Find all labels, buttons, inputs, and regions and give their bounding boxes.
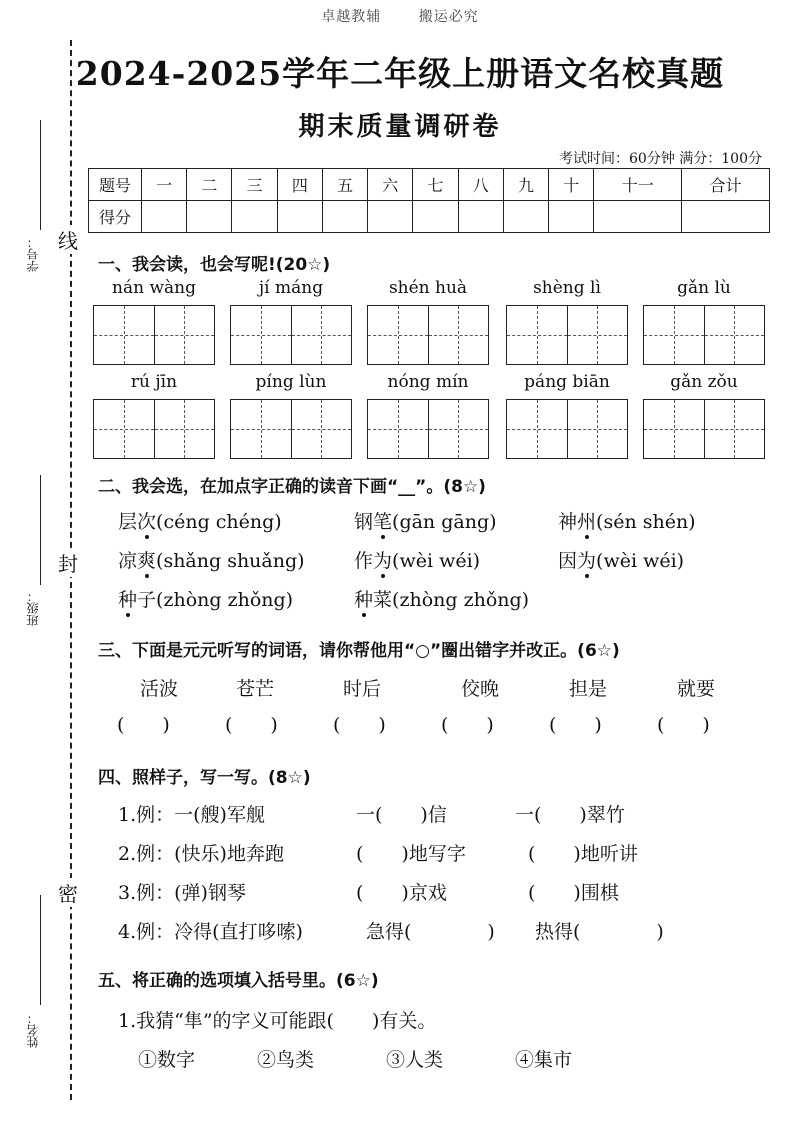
question-text: 1.我猜“隼”的字义可能跟( )有关。 [118, 1010, 437, 1032]
fill-blank[interactable]: ( )地听讲 [528, 843, 638, 865]
score-cell[interactable] [682, 201, 770, 233]
score-header-cell: 八 [458, 169, 503, 201]
tianzi-box[interactable] [367, 399, 489, 459]
score-cell[interactable] [187, 201, 232, 233]
choice-pinyin: (sén shén) [596, 511, 696, 533]
tianzi-box[interactable] [643, 399, 765, 459]
answer-blank[interactable]: ( ) [225, 714, 278, 736]
dictation-word: 就要 [677, 678, 716, 700]
score-cell[interactable] [594, 201, 682, 233]
pinyin-label: rú jīn [130, 372, 178, 392]
choice-item[interactable] [118, 546, 305, 573]
answer-blank[interactable]: ( ) [117, 714, 170, 736]
score-header-cell: 合计 [682, 169, 770, 201]
fill-blank[interactable]: 热得( ) [535, 921, 664, 943]
tianzi-box[interactable] [367, 305, 489, 365]
score-header-cell: 一 [142, 169, 187, 201]
pinyin-label: shén huà [388, 278, 468, 298]
choice-pinyin: (zhòng zhǒng) [392, 589, 530, 611]
option[interactable]: ④集市 [515, 1049, 573, 1071]
example-text: 2.例：(快乐)地奔跑 [118, 843, 284, 865]
choice-pinyin: (céng chéng) [156, 511, 282, 533]
pinyin-label: gǎn lù [677, 278, 731, 298]
section4-heading: 四、照样子，写一写。(8☆) [98, 768, 311, 788]
example-text: 1.例：一(艘)军舰 [118, 804, 265, 826]
answer-blank[interactable]: ( ) [333, 714, 386, 736]
fill-blank[interactable]: 急得( ) [366, 921, 495, 943]
dotted-char: 次 [137, 511, 157, 533]
exam-info: 考试时间：60分钟 满分：100分 [559, 151, 762, 167]
score-cell[interactable] [413, 201, 458, 233]
score-table [88, 168, 770, 233]
option[interactable]: ②鸟类 [257, 1049, 315, 1071]
pinyin-label: nóng mín [387, 372, 469, 392]
choice-pinyin: (wèi wéi) [392, 550, 481, 572]
binding-char-mi: 密 [58, 878, 78, 907]
choice-char: 凉 [118, 550, 138, 572]
dotted-char: 州 [577, 511, 597, 533]
score-header-cell: 十一 [594, 169, 682, 201]
score-header-cell: 六 [368, 169, 413, 201]
answer-blank[interactable]: ( ) [441, 714, 494, 736]
tianzi-box[interactable] [506, 305, 628, 365]
choice-item[interactable] [558, 546, 684, 573]
score-cell[interactable] [549, 201, 594, 233]
binding-char-xian: 线 [58, 225, 78, 254]
class-line [40, 475, 41, 585]
section1-heading: 一、我会读，也会写呢!(20☆) [98, 255, 331, 275]
choice-pinyin: (wèi wéi) [596, 550, 685, 572]
score-cell[interactable] [458, 201, 503, 233]
dotted-char: 种 [354, 589, 374, 611]
score-row-label: 得分 [89, 201, 142, 233]
class-label: 班级： [26, 590, 40, 626]
section5-heading: 五、将正确的选项填入括号里。(6☆) [98, 971, 379, 991]
pinyin-label: nán wàng [112, 278, 196, 298]
score-cell[interactable] [503, 201, 548, 233]
option[interactable]: ③人类 [386, 1049, 444, 1071]
score-cell[interactable] [277, 201, 322, 233]
pinyin-label: páng biān [524, 372, 610, 392]
pinyin-label: jí máng [258, 278, 324, 298]
choice-item[interactable] [118, 585, 293, 612]
choice-item[interactable] [354, 546, 480, 573]
example-text: 4.例：冷得(直打哆嗦) [118, 921, 303, 943]
watermark-left: 卓越教辅 [321, 9, 382, 25]
fill-blank[interactable]: 一( )翠竹 [515, 804, 625, 826]
choice-char: 层 [118, 511, 138, 533]
tianzi-box[interactable] [93, 399, 215, 459]
score-cell[interactable] [142, 201, 187, 233]
score-header-cell: 七 [413, 169, 458, 201]
pinyin-label: gǎn zǒu [670, 372, 738, 392]
binding-char-feng: 封 [58, 548, 78, 577]
score-header-cell: 四 [277, 169, 322, 201]
choice-item[interactable] [118, 507, 282, 534]
score-header-cell: 九 [503, 169, 548, 201]
section3-heading: 三、下面是元元听写的词语，请你帮他用“○”圈出错字并改正。(6☆) [98, 641, 620, 661]
dictation-word: 苍芒 [236, 678, 275, 700]
choice-char: 钢 [354, 511, 374, 533]
choice-pinyin: (shǎng shuǎng) [156, 550, 305, 572]
score-table-score-row [89, 201, 770, 233]
score-header-cell: 三 [232, 169, 277, 201]
option[interactable]: ①数字 [138, 1049, 196, 1071]
choice-char: 因 [558, 550, 578, 572]
dictation-word: 时后 [343, 678, 382, 700]
fill-blank[interactable]: ( )地写字 [356, 843, 466, 865]
dictation-word: 佼晚 [461, 678, 500, 700]
score-header-cell: 十 [549, 169, 594, 201]
score-table-header-row [89, 169, 770, 201]
choice-char: 作 [354, 550, 374, 572]
score-header-cell: 五 [322, 169, 367, 201]
student-id-label: 学号： [26, 236, 40, 272]
score-cell[interactable] [232, 201, 277, 233]
score-header-cell: 题号 [89, 169, 142, 201]
dotted-char: 为 [577, 550, 597, 572]
fill-blank[interactable]: 一( )信 [356, 804, 447, 826]
dotted-char: 种 [118, 589, 138, 611]
dictation-word: 活波 [140, 678, 179, 700]
watermark-right: 搬运必究 [418, 9, 479, 25]
pinyin-label: píng lùn [255, 372, 327, 392]
dotted-char: 爽 [137, 550, 157, 572]
dictation-word: 担是 [569, 678, 608, 700]
pinyin-label: shèng lì [533, 278, 601, 298]
score-header-cell: 二 [187, 169, 232, 201]
score-cell[interactable] [368, 201, 413, 233]
answer-blank[interactable]: ( ) [657, 714, 710, 736]
score-cell[interactable] [322, 201, 367, 233]
tianzi-box[interactable] [93, 305, 215, 365]
tianzi-box[interactable] [506, 399, 628, 459]
choice-pinyin: (gān gāng) [392, 511, 497, 533]
page-subtitle: 期末质量调研卷 [298, 112, 502, 142]
fill-blank[interactable]: ( )围棋 [528, 882, 619, 904]
choice-char: 菜 [373, 589, 393, 611]
name-label: 姓名： [26, 1012, 40, 1048]
tianzi-box[interactable] [230, 399, 352, 459]
choice-item[interactable] [354, 585, 529, 612]
choice-item[interactable] [354, 507, 497, 534]
fill-blank[interactable]: ( )京戏 [356, 882, 447, 904]
choice-item[interactable] [558, 507, 696, 534]
section2-heading: 二、我会选，在加点字正确的读音下画“__”。(8☆) [98, 477, 486, 497]
tianzi-box[interactable] [643, 305, 765, 365]
watermark [0, 6, 800, 26]
tianzi-box[interactable] [230, 305, 352, 365]
answer-blank[interactable]: ( ) [549, 714, 602, 736]
dotted-char: 为 [373, 550, 393, 572]
dotted-char: 笔 [373, 511, 393, 533]
name-line [40, 895, 41, 1005]
example-text: 3.例：(弹)钢琴 [118, 882, 246, 904]
page-title: 2024-2025学年二年级上册语文名校真题 [75, 54, 725, 93]
choice-char: 神 [558, 511, 578, 533]
choice-pinyin: (zhòng zhǒng) [156, 589, 294, 611]
choice-char: 子 [137, 589, 157, 611]
